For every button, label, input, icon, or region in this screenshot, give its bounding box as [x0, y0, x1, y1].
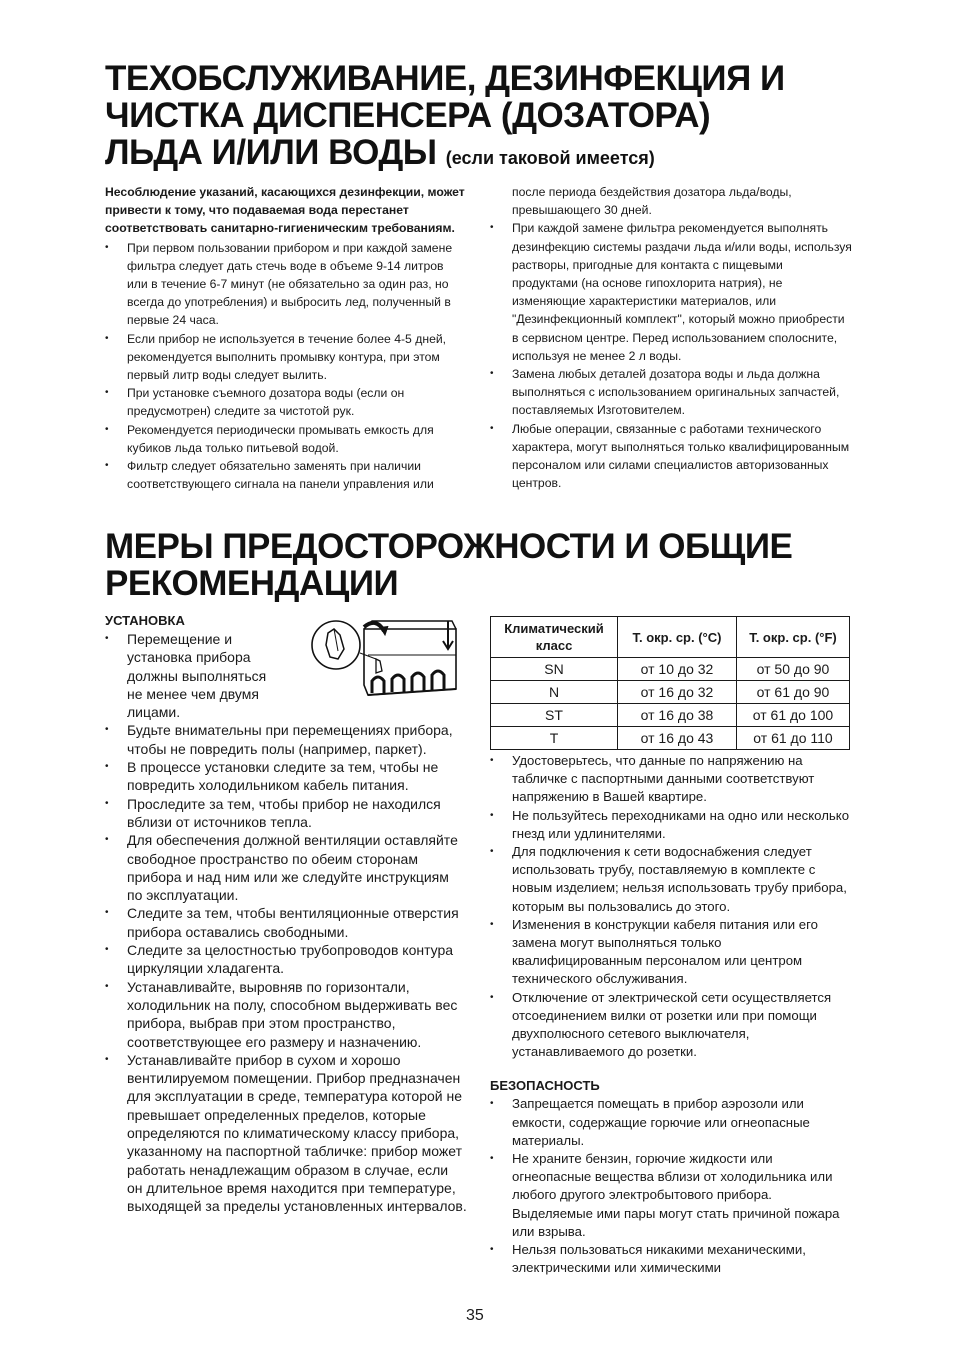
list-item: • Запрещается помещать в прибор аэрозоли или емкости, содержащие горючие или огнеопасные материалы.: [490, 1095, 852, 1150]
list-item: • Отключение от электрической сети осуществляется отсоединением вилки от розетки или при помощи двухполюсного сетевого выключателя, устанавливаемого до розетки.: [490, 989, 852, 1062]
table-header-cell: Т. окр. ср. (°F): [737, 617, 850, 658]
list-item: • Изменения в конструкции кабеля питания или его замена могут выполняться только квалифицированным персоналом или центром технического обслуживания.: [490, 916, 852, 989]
installation-heading: УСТАНОВКА: [105, 613, 185, 628]
list-item: • Замена любых деталей дозатора воды и льда должна выполняться с использованием оригинальных запчастей, поставляемых Изготовителем.: [490, 365, 852, 420]
table-cell: от 16 до 38: [618, 704, 737, 727]
safety-list: [490, 1095, 852, 1277]
table-cell: от 16 до 32: [618, 681, 737, 704]
list-item: • Фильтр следует обязательно заменять при наличии соответствующего сигнала на панели управления или: [105, 457, 465, 493]
table-header-cell: Т. окр. ср. (°C): [618, 617, 737, 658]
installation-column: [105, 612, 467, 1216]
list-item-line: лицами.: [127, 704, 181, 721]
list-item-line: не менее чем двумя: [127, 685, 259, 702]
maintenance-title-line1: ТЕХОБСЛУЖИВАНИЕ, ДЕЗИНФЕКЦИЯ И: [105, 59, 785, 98]
list-item: • Не храните бензин, горючие жидкости или огнеопасные вещества вблизи от холодильника или любого другого электробытового прибора. Выделяемые ими пары могут стать причиной пожара или взрыва.: [490, 1150, 852, 1241]
table-cell: от 10 до 32: [618, 658, 737, 681]
precautions-title-line2: РЕКОМЕНДАЦИИ: [105, 564, 399, 603]
list-item-continuation: после периода бездействия дозатора льда/воды, превышающего 30 дней.: [512, 185, 792, 218]
list-item: • При установке съемного дозатора воды (если он предусмотрен) следите за чистотой рук.: [105, 384, 465, 420]
list-item: • Проследите за тем, чтобы прибор не находился вблизи от источников тепла.: [105, 795, 467, 832]
list-item: • Не пользуйтесь переходниками на одно или несколько гнезд или удлинителями.: [490, 807, 852, 843]
electrical-safety-column: [490, 752, 852, 1277]
maintenance-title-suffix: (если таковой имеется): [445, 148, 655, 168]
disinfection-warning: Несоблюдение указаний, касающихся дезинфекции, может привести к тому, что подаваемая вода перестанет соответствовать санитарно-гигиеническим требованиям.: [105, 185, 465, 236]
list-item: • Нельзя пользоваться никакими механическими, электрическими или химическими: [490, 1241, 852, 1277]
table-row: [491, 658, 850, 681]
table-row: [491, 681, 850, 704]
maintenance-right-column: [490, 183, 852, 492]
list-item-line: должны выполняться: [127, 667, 267, 684]
table-cell: от 61 до 100: [737, 704, 850, 727]
list-item: • Устанавливайте прибор в сухом и хорошо вентилируемом помещении. Прибор предназначен для эксплуатации в среде, температура которой не превышает определенных пределов, которые определяются по климатическому классу прибора, указанному на паспортной табличке: прибор может работать ненадлежащим образом в случае, если он длительное время находится при температуре, выходящей за пределы установленных интервалов.: [105, 1051, 467, 1216]
two-person-lift-illustration: [306, 615, 466, 701]
maintenance-left-column: [105, 183, 465, 493]
list-item: • Удостоверьтесь, что данные по напряжению на табличке с паспортными данными соответствуют напряжению в Вашей квартире.: [490, 752, 852, 807]
maintenance-right-list: [490, 219, 852, 492]
list-item: • Любые операции, связанные с работами технического характера, могут выполняться только квалифицированным персоналом или силами специалистов авторизованных центров.: [490, 420, 852, 493]
maintenance-title-line3-main: ЛЬДА И/ИЛИ ВОДЫ: [105, 133, 437, 172]
maintenance-title: [105, 60, 865, 177]
list-item: • Устанавливайте, выровняв по горизонтали, холодильник на полу, способном выдерживать вес прибора, выбрав при этом пространство, соответствующее его размеру и назначению.: [105, 978, 467, 1051]
list-item: • Следите за тем, чтобы вентиляционные отверстия прибора оставались свободными.: [105, 904, 467, 941]
table-header-row: [491, 617, 850, 658]
maintenance-title-line3: [105, 134, 865, 177]
list-item: • Будьте внимательны при перемещениях прибора, чтобы не повредить полы (например, паркет).: [105, 721, 467, 758]
table-cell: от 50 до 90: [737, 658, 850, 681]
list-item: • Для обеспечения должной вентиляции оставляйте свободное пространство по обеим сторонам прибора и над ним или же следуйте инструкциям по эксплуатации.: [105, 831, 467, 904]
list-item-line: установка прибора: [127, 649, 251, 666]
list-item: • При первом пользовании прибором и при каждой замене фильтра следует дать стечь воде в объеме 9-14 литров или в течение 6-7 минут (не обязательно за один раз, но всегда до употребления) и выбросить лед, полученный в первые 24 часа.: [105, 239, 465, 330]
table-cell: N: [491, 681, 618, 704]
safety-heading: БЕЗОПАСНОСТЬ: [490, 1078, 600, 1094]
list-item: • Следите за целостностью трубопроводов контура циркуляции хладагента.: [105, 941, 467, 978]
list-item: • Рекомендуется периодически промывать емкость для кубиков льда только питьевой водой.: [105, 421, 465, 457]
table-header-cell: Климатический класс: [491, 617, 618, 658]
list-item: • В процессе установки следите за тем, чтобы не повредить холодильником кабель питания.: [105, 758, 467, 795]
table-cell: от 61 до 110: [737, 727, 850, 750]
precautions-title: [105, 528, 865, 602]
installation-list: [105, 630, 467, 1216]
list-item-line: • Перемещение и: [127, 631, 233, 647]
list-item: • Если прибор не используется в течение более 4-5 дней, рекомендуется выполнить промывку контура, при этом первый литр воды следует вылить.: [105, 330, 465, 385]
maintenance-title-line2: ЧИСТКА ДИСПЕНСЕРА (ДОЗАТОРА): [105, 96, 711, 135]
table-row: [491, 727, 850, 750]
table-row: [491, 704, 850, 727]
page-number: 35: [466, 1307, 484, 1324]
table-cell: от 61 до 90: [737, 681, 850, 704]
list-item: • При каждой замене фильтра рекомендуется выполнять дезинфекцию системы раздачи льда и/или воды, используя растворы, пригодные для контакта с пищевыми продуктами (на основе гипохлорита натрия), не изменяющие характеристики материалов, или "Дезинфекционный комплект", который можно приобрести в сервисном центре. Перед использованием сполосните, используя не менее 2 л воды.: [490, 219, 852, 365]
table-cell: SN: [491, 658, 618, 681]
climate-class-table: [490, 616, 850, 750]
table-cell: ST: [491, 704, 618, 727]
electrical-list: [490, 752, 852, 1061]
table-cell: T: [491, 727, 618, 750]
table-cell: от 16 до 43: [618, 727, 737, 750]
list-item: • Для подключения к сети водоснабжения следует использовать трубу, поставляемую в комплекте с новым изделием; нельзя использовать трубу прибора, которым вы пользовались до этого.: [490, 843, 852, 916]
precautions-title-line1: МЕРЫ ПРЕДОСТОРОЖНОСТИ И ОБЩИЕ: [105, 527, 793, 566]
maintenance-left-list: [105, 239, 465, 494]
